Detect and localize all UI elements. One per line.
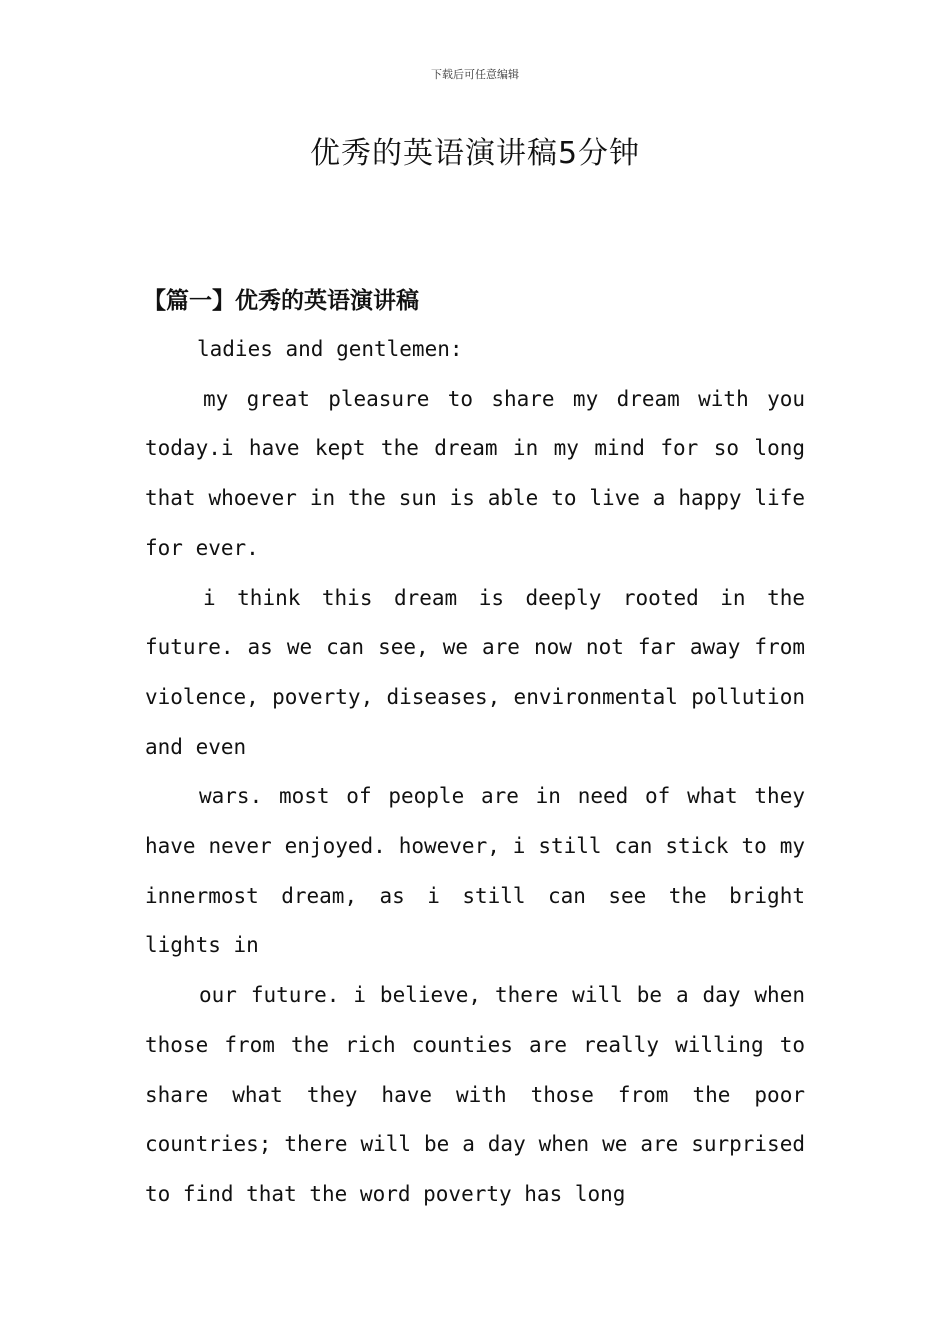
- header-note: 下载后可任意编辑: [431, 68, 519, 81]
- paragraph: my great pleasure to share my dream with you today.i have kept the dream in my mind for so long that whoever in the sun is able to live a happy life for ever.: [145, 386, 805, 560]
- salutation: ladies and gentlemen:: [197, 337, 463, 361]
- paragraph: i think this dream is deeply rooted in the future. as we can see, we are now not far away from violence, poverty, diseases, environmental pollution and even: [145, 585, 805, 759]
- section-heading: 【篇一】优秀的英语演讲稿: [143, 288, 419, 314]
- document-body: [145, 325, 805, 1220]
- paragraph: our future. i believe, there will be a day when those from the rich counties are really willing to share what they have with those from the poor countries; there will be a day when we are surprised to find that the word poverty has long: [145, 983, 805, 1206]
- document-title: 优秀的英语演讲稿5分钟: [309, 136, 641, 171]
- paragraph: wars. most of people are in need of what they have never enjoyed. however, i still can stick to my innermost dream, as i still can see the bright lights in: [145, 784, 805, 958]
